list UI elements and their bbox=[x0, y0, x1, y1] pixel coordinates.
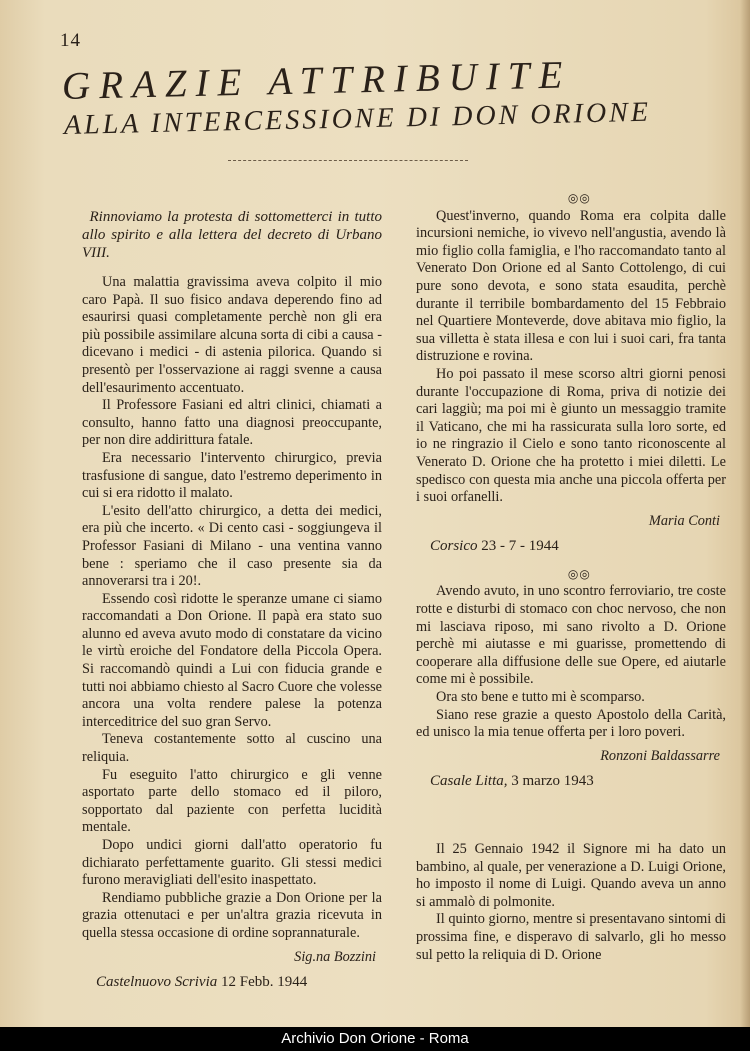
paragraph: Teneva costantemente sotto al cuscino una reliquia. bbox=[82, 731, 382, 766]
dateline bbox=[430, 538, 726, 556]
ornament-divider: ◎◎ bbox=[567, 566, 591, 581]
title-divider bbox=[228, 160, 468, 161]
spacer bbox=[416, 801, 726, 841]
ornament-divider: ◎◎ bbox=[567, 191, 591, 205]
paragraph: Siano rese grazie a questo Apostolo della Carità, ed unisco la mia tenue offerta per i loro poveri. bbox=[416, 706, 726, 741]
paragraph: Il Professore Fasiani ed altri clinici, chiamati a consulto, hanno fatto una diagnosi preoccupante, per non dire addirittura fatale. bbox=[82, 397, 382, 449]
paragraph: Il quinto giorno, mentre si presentavano sintomi di prossima fine, e disperavo di salvarlo, gli ho messo sul petto la reliquia di D. Orione bbox=[416, 911, 726, 963]
paragraph: Il 25 Gennaio 1942 il Signore mi ha dato un bambino, al quale, per venerazione a D. Luigi Orione, ho imposto il nome di Luigi. Quando aveva un anno si ammalò di polmonite. bbox=[416, 841, 726, 910]
paragraph: Quest'inverno, quando Roma era colpita dalle incursioni nemiche, io vivevo nell'angustia, avendo là mio figlio colla famiglia, e l'ho raccomandato tanto al Venerato Don Orione ed al Santo Cottolengo, di cui pure sono devota, e sono stata esaudita, perchè durante il terribile bombardamento del 15 Febbraio nel Quartiere Monteverde, dove abitava mio figlio, la sua villetta è stata illesa e con lui i suoi cari, fra tanta distruzione e rovina. bbox=[416, 207, 726, 365]
paragraph: Rendiamo pubbliche grazie a Don Orione per la grazia ottenutaci e per un'altra grazia ricevuta in quella stessa occasione di ordine soprannaturale. bbox=[82, 889, 382, 941]
dateline-date: 23 - 7 - 1944 bbox=[481, 538, 559, 555]
dateline bbox=[96, 974, 382, 992]
signature: Sig.na Bozzini bbox=[294, 948, 376, 965]
paragraph: L'esito dell'atto chirurgico, a detta dei medici, era più che incerto. « Di cento casi - soggiungeva il Professor Fasiani di Milano - una ventina vanno bene : speriamo che il caso presente sia da annoverarsi tra i 20!. bbox=[82, 502, 382, 590]
paragraph: Dopo undici giorni dall'atto operatorio fu dichiarato perfettamente guarito. Gli stessi medici furono meravigliati dell'esito inaspettato. bbox=[82, 837, 382, 889]
right-column bbox=[416, 190, 726, 964]
page-number: 14 bbox=[60, 30, 81, 51]
dateline-place: Casale Litta, bbox=[430, 773, 508, 790]
paragraph: Una malattia gravissima aveva colpito il mio caro Papà. Il suo fisico andava deperendo fino ad esaurirsi quasi completamente perchè non gli era più possibile assimilare alcuna sorta di cibi a causa - dicevano i medici - di astenia pilorica. Quando si presentò per l'osservazione ai raggi svenne a causa dell'esaurimento accentuato. bbox=[82, 274, 382, 396]
dateline-place: Corsico bbox=[430, 538, 478, 555]
paragraph: Ho poi passato il mese scorso altri giorni penosi durante l'occupazione di Roma, priva di notizie dei cari laggiù; ma poi mi è giunto un messaggio tramite il Vaticano, che mi ha rassicurata sulla loro sorte, ed io ne ringrazio il Cielo e sono tanto riconoscente al Venerato D. Orione che ha protetto i miei diletti. Le spedisco con questa mia anche una piccola offerta per i suoi orfanelli. bbox=[416, 365, 726, 506]
paragraph: Fu eseguito l'atto chirurgico e gli venne asportato parte dello stomaco ed il piloro, sopportato dal paziente con perfetta lucidità mentale. bbox=[82, 766, 382, 836]
archive-footer: Archivio Don Orione - Roma bbox=[0, 1027, 750, 1051]
signature: Ronzoni Baldassarre bbox=[600, 747, 720, 764]
dateline bbox=[430, 773, 726, 791]
page-edge-shadow bbox=[740, 0, 750, 1051]
intro-note: Rinnoviamo la protesta di sottometterci in tutto allo spirito e alla lettera del decreto di Urbano VIII. bbox=[82, 209, 382, 261]
dateline-place: Castelnuovo Scrivia bbox=[96, 974, 218, 991]
title-line-1: GRAZIE ATTRIBUITE bbox=[61, 53, 572, 108]
paragraph: Ora sto bene e tutto mi è scomparso. bbox=[436, 689, 645, 706]
dateline-date: 12 Febb. 1944 bbox=[220, 974, 308, 991]
paragraph: Essendo così ridotte le speranze umane ci siamo raccomandati a Don Orione. Il papà era stato suo alunno ed aveva avuto modo di constatare da vicino le virtù eroiche del Fondatore della Piccola Opera. Si raccomandò quindi a Lui con fiducia grande e tutti noi abbiamo chiesto al Sacro Cuore che volesse ancora una volta rendere palese la potenza interceditrice del suo gran Servo. bbox=[82, 590, 382, 730]
dateline-date: 3 marzo 1943 bbox=[511, 773, 594, 790]
title-line-2: ALLA INTERCESSIONE DI DON ORIONE bbox=[63, 96, 652, 141]
left-column bbox=[82, 208, 382, 1002]
paragraph: Era necessario l'intervento chirurgico, previa trasfusione di sangue, dato l'estremo deperimento in cui si era ridotto il malato. bbox=[82, 449, 382, 502]
paragraph: Avendo avuto, in uno scontro ferroviario, tre coste rotte e disturbi di stomaco con choc nervoso, che non mi lasciava riposo, mi sano rivolto a D. Orione perchè mi aiutasse e mi guarisse, promettendo di cooperare alla diffusione delle sue Opere, ed aiutarle come mi è possibile. bbox=[416, 583, 726, 688]
signature: Maria Conti bbox=[648, 512, 720, 529]
